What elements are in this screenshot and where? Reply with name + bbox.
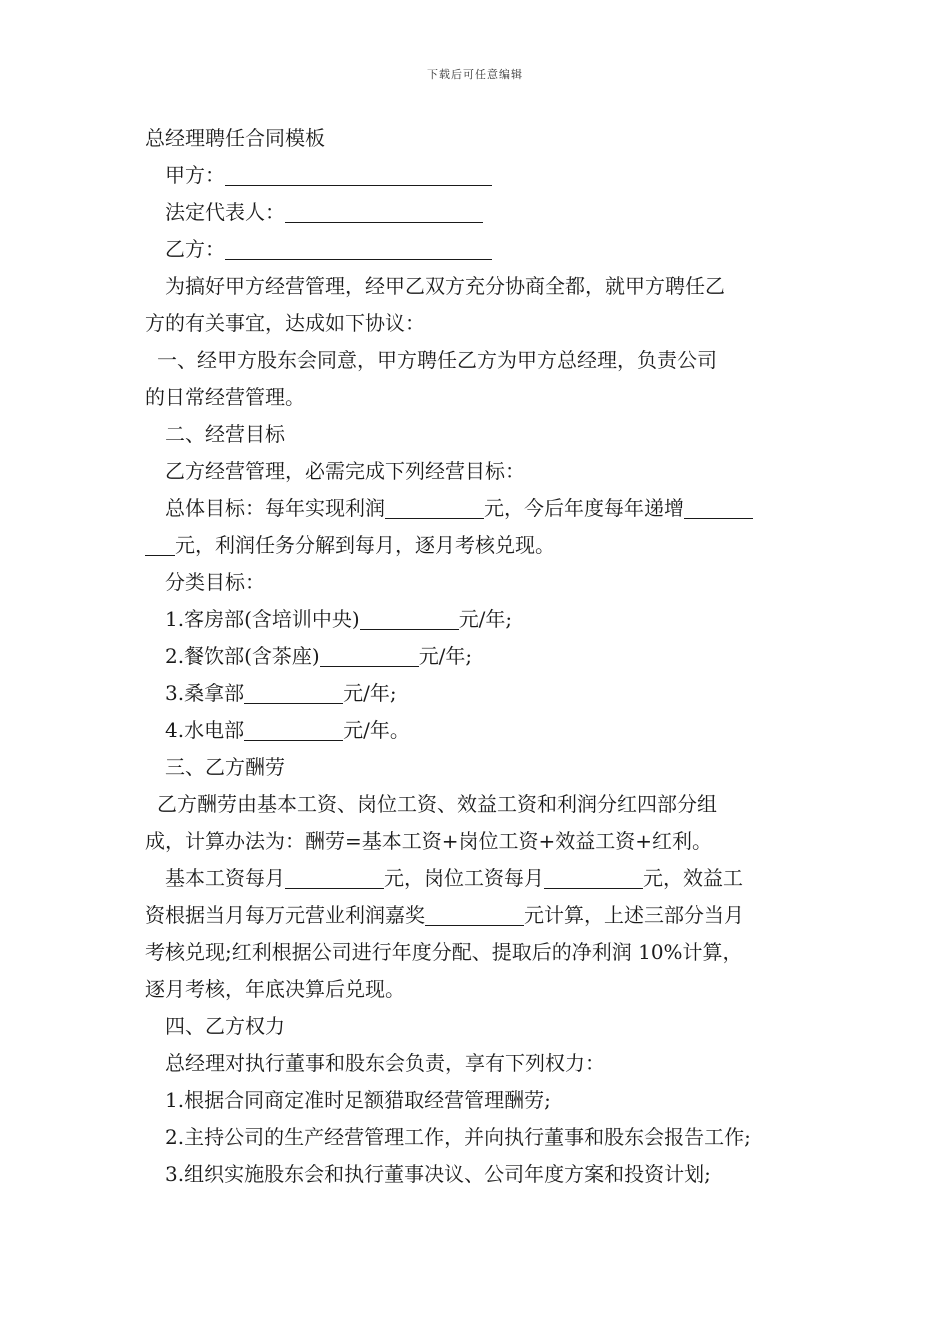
bonus-per-10k-blank[interactable] [425,903,524,926]
category-label-3: 3.桑拿部 [165,681,245,705]
section-3-p1-line-2: 成，计算办法为：酬劳=基本工资+岗位工资+效益工资+红利。 [145,829,713,853]
section-4-lead: 总经理对执行董事和股东会负责，享有下列权力： [165,1051,605,1075]
total-target-text-a: 总体目标：每年实现利润 [165,496,385,520]
intro-line-2: 方的有关事宜，达成如下协议： [145,311,425,335]
legal-rep-line [145,194,810,231]
section-3-p2-line-2 [145,897,810,934]
category-unit-4: 元/年。 [343,718,410,742]
position-salary-text: 元，岗位工资每月 [384,866,544,890]
section-3-p2-line-3: 考核兑现;红利根据公司进行年度分配、提取后的净利润 10%计算， [145,940,743,964]
legal-rep-blank[interactable] [285,200,483,223]
annual-increase-blank[interactable] [684,496,753,519]
party-b-label: 乙方： [165,237,225,261]
section-3-p2-line-1 [145,860,810,897]
section-2-lead: 乙方经营管理，必需完成下列经营目标： [165,459,525,483]
party-b-line [145,231,810,268]
performance-salary-text: 元，效益工 [643,866,743,890]
category-item-4 [145,712,810,749]
basic-salary-blank[interactable] [285,866,384,889]
section-3-p1-line-1: 乙方酬劳由基本工资、岗位工资、效益工资和利润分红四部分组 [157,792,717,816]
intro-line-1: 为搞好甲方经营管理，经甲乙双方充分协商全都，就甲方聘任乙 [165,274,725,298]
annual-increase-blank-cont[interactable] [145,533,175,556]
section-4-heading: 四、乙方权力 [165,1014,285,1038]
section-3-heading: 三、乙方酬劳 [165,755,285,779]
category-blank-1[interactable] [360,607,459,630]
category-unit-3: 元/年; [343,681,397,705]
power-item-3: 3.组织实施股东会和执行董事决议、公司年度方案和投资计划; [165,1162,711,1186]
category-unit-1: 元/年; [458,607,513,631]
power-item-2: 2.主持公司的生产经营管理工作，并向执行董事和股东会报告工作; [165,1125,751,1149]
category-targets-heading: 分类目标： [165,570,265,594]
category-label-4: 4.水电部 [165,718,245,742]
party-a-label: 甲方： [165,163,225,187]
party-b-blank[interactable] [225,237,492,260]
section-2-heading: 二、经营目标 [165,422,285,446]
party-a-blank[interactable] [225,163,492,186]
party-a-line [145,157,810,194]
basic-salary-text: 基本工资每月 [165,866,285,890]
category-blank-3[interactable] [244,681,343,704]
category-blank-4[interactable] [244,718,343,741]
category-label-1: 1.客房部(含培训中央) [165,607,360,631]
annual-profit-blank[interactable] [385,496,484,519]
category-blank-2[interactable] [320,644,419,667]
category-item-3 [145,675,810,712]
document-body [145,120,810,1193]
document-title: 总经理聘任合同模板 [145,126,325,150]
total-target-text-b: 元，今后年度每年递增 [484,496,684,520]
category-unit-2: 元/年; [418,644,473,668]
bonus-calc-text: 元计算，上述三部分当月 [524,903,744,927]
header-note: 下载后可任意编辑 [427,68,523,81]
category-label-2: 2.餐饮部(含茶座) [165,644,320,668]
power-item-1: 1.根据合同商定准时足额猎取经营管理酬劳; [165,1088,551,1112]
legal-rep-label: 法定代表人： [165,200,285,224]
total-target-line-1 [145,490,810,527]
section-3-p2-line-4: 逐月考核，年底决算后兑现。 [145,977,405,1001]
section-1-line-2: 的日常经营管理。 [145,385,305,409]
total-target-text-c: 元，利润任务分解到每月，逐月考核兑现。 [175,533,555,557]
total-target-line-2 [145,527,810,564]
position-salary-blank[interactable] [544,866,643,889]
category-item-1 [145,601,810,638]
section-1-line-1: 一、经甲方股东会同意，甲方聘任乙方为甲方总经理，负责公司 [157,348,717,372]
category-item-2 [145,638,810,675]
bonus-basis-text: 资根据当月每万元营业利润嘉奖 [145,903,425,927]
